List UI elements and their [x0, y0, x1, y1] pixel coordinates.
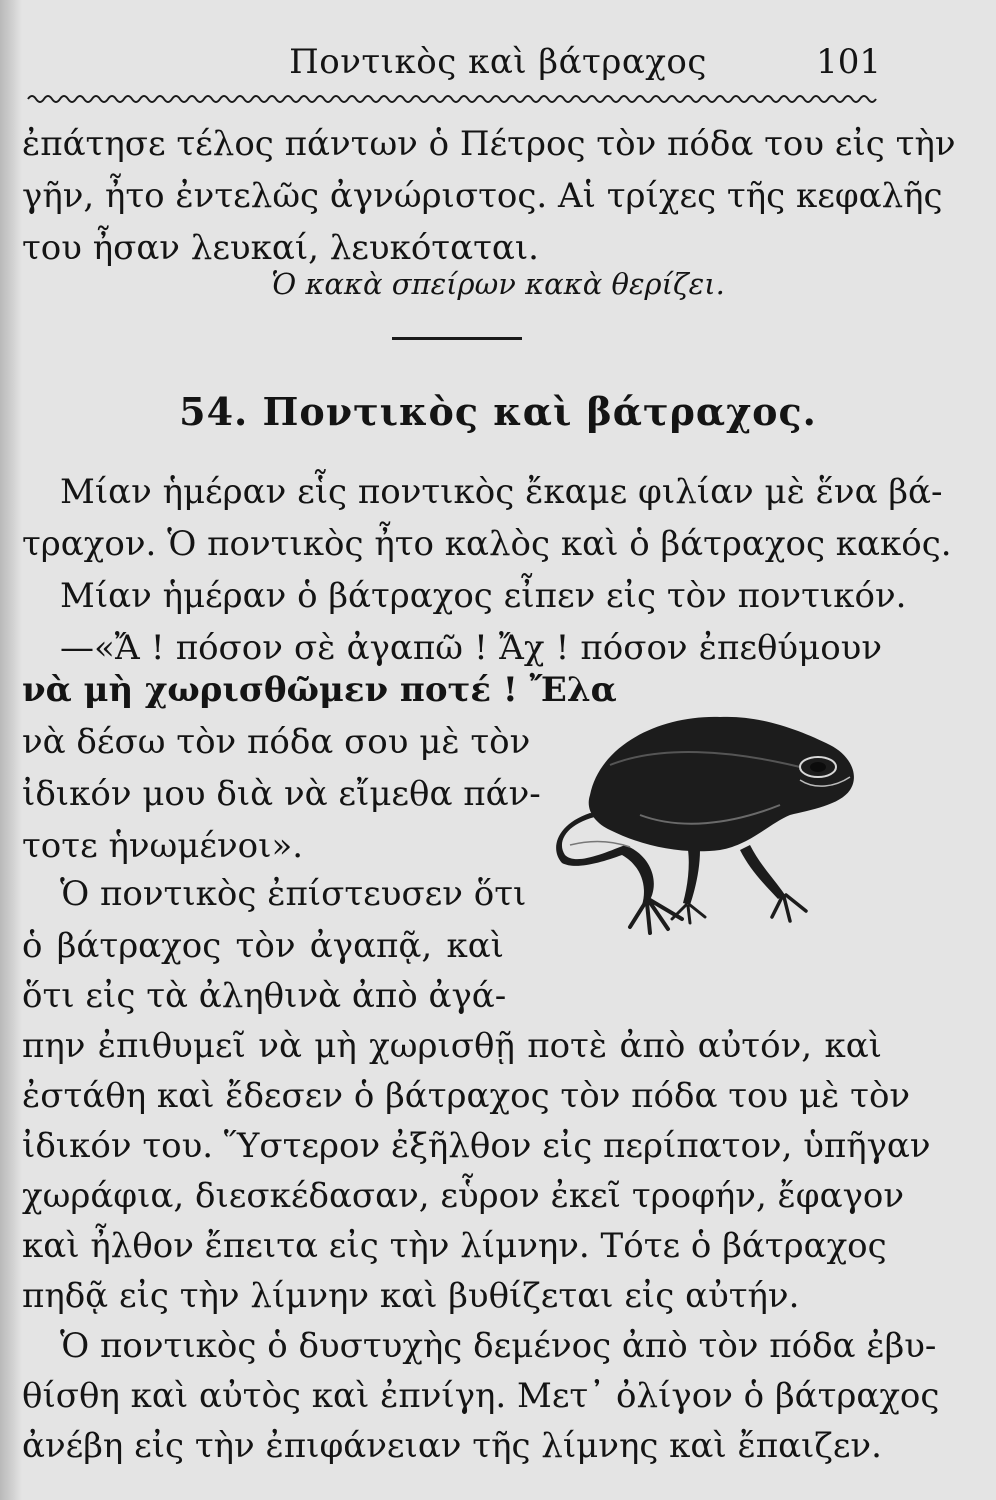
text-line: ὅτι εἰς τὰ ἀληθινὰ ἀπὸ ἀγά- [22, 976, 507, 1016]
frog-engraving-icon [550, 705, 870, 955]
text-line: θίσθη καὶ αὐτὸς καὶ ἐπνίγη. Μετ᾽ ὀλίγον ὁ βάτραχος [22, 1376, 940, 1416]
text-line: ἐπάτησε τέλος πάντων ὁ Πέτρος τὸν πόδα του εἰς τὴν [22, 124, 956, 164]
text-line: καὶ ἦλθον ἔπειτα εἰς τὴν λίμνην. Τότε ὁ βάτραχος [22, 1226, 887, 1266]
text-line: ἰδικόν του. Ὕστερον ἐξῆλθον εἰς περίπατον, ὑπῆγαν [22, 1126, 931, 1166]
text-line: τοτε ἡνωμένοι». [22, 826, 304, 866]
page-gutter-shadow [0, 0, 22, 1500]
text-line: ἐστάθη καὶ ἔδεσεν ὁ βάτραχος τὸν πόδα του μὲ τὸν [22, 1076, 911, 1116]
text-line: ἰδικόν μου διὰ νὰ εἴμεθα πάν- [22, 774, 541, 814]
text-line: ὁ βάτραχος τὸν ἀγαπᾷ, καὶ [22, 926, 504, 966]
running-title: Ποντικὸς καὶ βάτραχος [289, 42, 707, 82]
text-line: Ὁ ποντικὸς ἐπίστευσεν ὅτι [60, 874, 527, 914]
text-line: Ὁ ποντικὸς ὁ δυστυχὴς δεμένος ἀπὸ τὸν πόδα ἐβυ- [60, 1326, 937, 1366]
text-line: νὰ μὴ χωρισθῶμεν ποτέ ! Ἔλα [22, 670, 617, 710]
text-line: γῆν, ἦτο ἐντελῶς ἀγνώριστος. Αἱ τρίχες τῆς κεφαλῆς [22, 176, 943, 216]
text-line: Μίαν ἡμέραν ὁ βάτραχος εἶπεν εἰς τὸν ποντικόν. [60, 576, 907, 616]
running-header [0, 40, 996, 90]
text-line: —«Ἄ ! πόσον σὲ ἀγαπῶ ! Ἄχ ! πόσον ἐπεθύμουν [60, 628, 882, 668]
chapter-heading: 54. Ποντικὸς καὶ βάτραχος. [179, 389, 817, 434]
text-line: πην ἐπιθυμεῖ νὰ μὴ χωρισθῇ ποτὲ ἀπὸ αὐτόν, καὶ [22, 1026, 882, 1066]
text-line: ἀνέβη εἰς τὴν ἐπιφάνειαν τῆς λίμνης καὶ ἔπαιζεν. [22, 1426, 882, 1466]
text-line: του ἦσαν λευκαί, λευκόταται. [22, 228, 539, 268]
proverb: Ὁ κακὰ σπείρων κακὰ θερίζει. [271, 267, 725, 301]
text-line: νὰ δέσω τὸν πόδα σου μὲ τὸν [22, 722, 531, 762]
text-line: πηδᾷ εἰς τὴν λίμνην καὶ βυθίζεται εἰς αὐτήν. [22, 1276, 800, 1316]
section-divider [392, 337, 522, 340]
wavy-header-rule [28, 92, 876, 106]
page-number: 101 [816, 42, 881, 82]
text-line: χωράφια, διεσκέδασαν, εὗρον ἐκεῖ τροφήν, ἔφαγον [22, 1176, 905, 1216]
text-line: Μίαν ἡμέραν εἷς ποντικὸς ἔκαμε φιλίαν μὲ ἕνα βά- [60, 472, 943, 512]
text-line: τραχον. Ὁ ποντικὸς ἦτο καλὸς καὶ ὁ βάτραχος κακός. [22, 524, 952, 564]
